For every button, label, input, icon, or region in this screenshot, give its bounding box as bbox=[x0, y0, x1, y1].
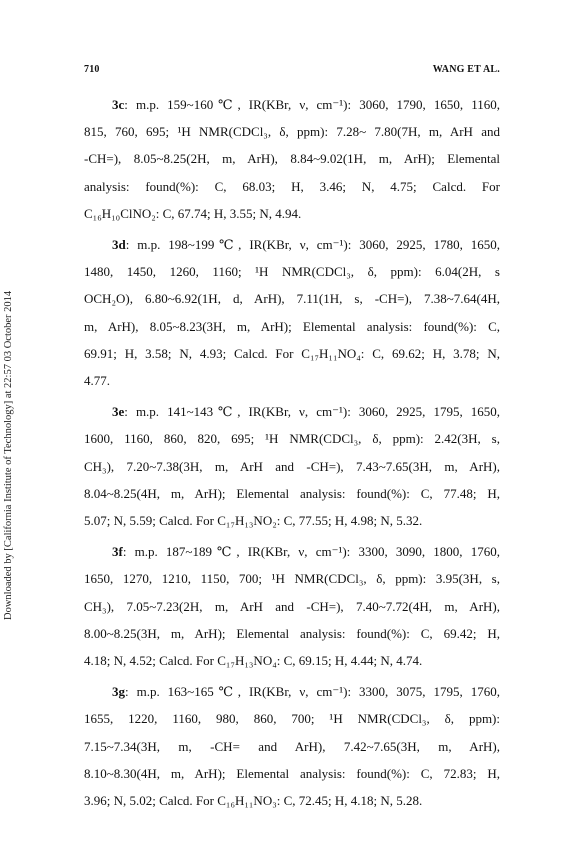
compound-id: 3c bbox=[112, 97, 125, 112]
entry-line: OCH₂O), 6.80~6.92(1H, d, ArH), 7.11(1H, s, -CH=), 7.38~7.64(4H, bbox=[84, 291, 500, 307]
entry-line bbox=[84, 91, 500, 118]
compound-entry-3e bbox=[84, 398, 500, 534]
line-text: : m.p. 163~165℃, IR(KBr, ν, cm⁻¹): 3300, 3075, 1795, 1760, bbox=[125, 684, 500, 700]
line-text: : m.p. 141~143℃, IR(KBr, ν, cm⁻¹): 3060, 2925, 1795, 1650, bbox=[124, 404, 500, 420]
compound-entry-3f bbox=[84, 538, 500, 674]
entry-line: 5.07; N, 5.59; Calcd. For C₁₇H₁₃NO₂: C, 77.55; H, 4.98; N, 5.32. bbox=[84, 513, 423, 529]
entry-line: 1600, 1160, 860, 820, 695; ¹H NMR(CDCl₃, δ, ppm): 2.42(3H, s, bbox=[84, 431, 500, 447]
entry-line: 8.10~8.30(4H, m, ArH); Elemental analysis: found(%): C, 72.83; H, bbox=[84, 765, 500, 781]
line-text: ⁻¹): 3060, 1790, 1650, 1160, bbox=[332, 97, 500, 112]
line-text: : m.p. 198~199℃, IR(KBr, ν, cm⁻¹): 3060, 2925, 1780, 1650, bbox=[125, 237, 500, 253]
compound-id: 3g bbox=[112, 684, 125, 700]
entry-line: CH₃), 7.05~7.23(2H, m, ArH and -CH=), 7.40~7.72(4H, m, ArH), bbox=[84, 598, 500, 614]
entry-line: m, ArH), 8.05~8.23(3H, m, ArH); Elemental analysis: found(%): C, bbox=[84, 318, 500, 334]
entry-line bbox=[84, 678, 500, 705]
entry-line: C₁₆H₁₀ClNO₂: C, 67.74; H, 3.55; N, 4.94. bbox=[84, 205, 302, 221]
entry-line: -CH=), 8.05~8.25(2H, m, ArH), 8.84~9.02(1H, m, ArH); Elemental bbox=[84, 151, 500, 167]
running-head: WANG ET AL. bbox=[432, 64, 500, 75]
compound-data-body bbox=[84, 91, 500, 818]
entry-line: 815, 760, 695; ¹H NMR(CDCl₃, δ, ppm): 7.28~ 7.80(7H, m, ArH and bbox=[84, 124, 500, 140]
line-text: : m.p. 159~160℃, IR(KBr, ν, cm bbox=[124, 97, 333, 112]
entry-line bbox=[84, 398, 500, 425]
entry-line: 69.91; H, 3.58; N, 4.93; Calcd. For C₁₇H₁₁NO₄: C, 69.62; H, 3.78; N, bbox=[84, 345, 500, 361]
entry-line: 1655, 1220, 1160, 980, 860, 700; ¹H NMR(CDCl₃, δ, ppm): bbox=[84, 711, 500, 727]
compound-id: 3e bbox=[112, 404, 125, 420]
entry-line: 1480, 1450, 1260, 1160; ¹H NMR(CDCl₃, δ, ppm): 6.04(2H, s bbox=[84, 264, 500, 280]
entry-line: CH₃), 7.20~7.38(3H, m, ArH and -CH=), 7.43~7.65(3H, m, ArH), bbox=[84, 458, 500, 474]
compound-entry-3c bbox=[84, 91, 500, 227]
entry-line: 8.00~8.25(3H, m, ArH); Elemental analysis: found(%): C, 69.42; H, bbox=[84, 625, 500, 641]
compound-id: 3f bbox=[112, 544, 123, 560]
download-side-note: Downloaded by [California Institute of Technology] at 22:57 03 October 2014 bbox=[3, 290, 14, 620]
page-number: 710 bbox=[84, 64, 100, 75]
entry-line: analysis: found(%): C, 68.03; H, 3.46; N, 4.75; Calcd. For bbox=[84, 178, 500, 194]
line-text: : m.p. 187~189℃, IR(KBr, ν, cm⁻¹): 3300, 3090, 1800, 1760, bbox=[122, 544, 500, 560]
entry-line bbox=[84, 231, 500, 258]
entry-line: 1650, 1270, 1210, 1150, 700; ¹H NMR(CDCl₃, δ, ppm): 3.95(3H, s, bbox=[84, 571, 500, 587]
compound-id: 3d bbox=[112, 237, 126, 253]
compound-entry-3d bbox=[84, 231, 500, 394]
entry-line: 4.77. bbox=[84, 373, 110, 389]
entry-line: 8.04~8.25(4H, m, ArH); Elemental analysis: found(%): C, 77.48; H, bbox=[84, 485, 500, 501]
entry-line: 7.15~7.34(3H, m, -CH= and ArH), 7.42~7.65(3H, m, ArH), bbox=[84, 738, 500, 754]
entry-line: 4.18; N, 4.52; Calcd. For C₁₇H₁₃NO₄: C, 69.15; H, 4.44; N, 4.74. bbox=[84, 653, 423, 669]
entry-line: 3.96; N, 5.02; Calcd. For C₁₆H₁₁NO₃: C, 72.45; H, 4.18; N, 5.28. bbox=[84, 793, 423, 809]
entry-line bbox=[84, 538, 500, 565]
compound-entry-3g bbox=[84, 678, 500, 814]
